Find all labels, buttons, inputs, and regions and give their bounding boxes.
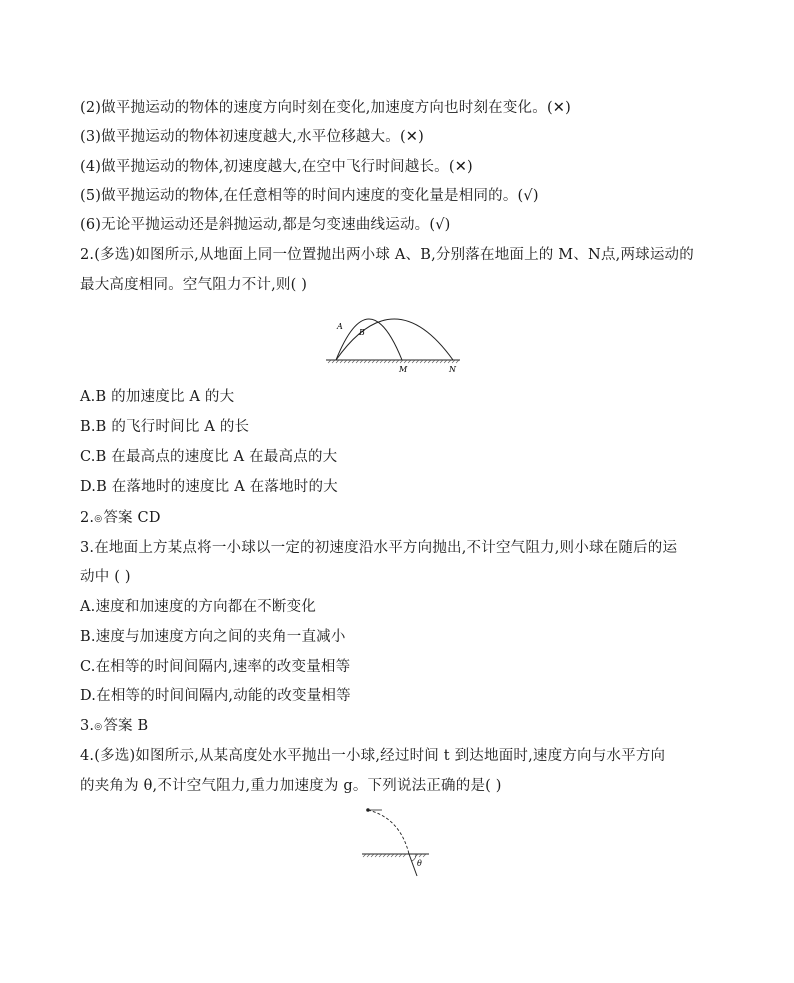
answer-bullet-icon: ◎ [94, 514, 103, 524]
question-2-stem-line-1: 2.(多选)如图所示,从地面上同一位置抛出两小球 A、B,分别落在地面上的 M、N点,两球运动的 [80, 247, 694, 263]
question-3-option-d: D.在相等的时间间隔内,动能的改变量相等 [80, 688, 351, 704]
question-2-option-b: B.B 的飞行时间比 A 的长 [80, 419, 250, 435]
answer-text: 答案 CD [103, 510, 161, 526]
question-3-stem-line-2: 动中 ( ) [80, 569, 131, 585]
statement-3: (3)做平抛运动的物体初速度越大,水平位移越大。(✕) [80, 129, 425, 145]
trajectory-b [336, 319, 453, 360]
horizontal-throw-diagram [355, 804, 440, 882]
answer-number: 3. [80, 718, 95, 734]
answer-number: 2. [80, 510, 95, 526]
label-n: N [449, 365, 456, 374]
question-2-option-d: D.B 在落地时的速度比 A 在落地时的大 [80, 479, 338, 495]
question-3-answer [80, 716, 148, 737]
question-2-stem-line-2: 最大高度相同。空气阻力不计,则( ) [80, 277, 308, 293]
statement-5: (5)做平抛运动的物体,在任意相等的时间内速度的变化量是相同的。(√) [80, 188, 539, 204]
question-3-option-a: A.速度和加速度的方向都在不断变化 [80, 599, 316, 615]
question-2-option-a: A.B 的加速度比 A 的大 [80, 389, 235, 405]
label-a: A [337, 322, 343, 331]
statement-2: (2)做平抛运动的物体的速度方向时刻在变化,加速度方向也时刻在变化。(✕) [80, 100, 572, 116]
trajectory-a [336, 319, 402, 360]
label-b: B [359, 328, 365, 337]
label-theta: θ [417, 859, 422, 868]
answer-bullet-icon: ◎ [94, 722, 103, 732]
question-4-stem-line-1: 4.(多选)如图所示,从某高度处水平抛出一小球,经过时间 t 到达地面时,速度方向与水平方向 [80, 748, 666, 764]
angle-arc [412, 854, 416, 861]
question-4-stem-line-2: 的夹角为 θ,不计空气阻力,重力加速度为 g。下列说法正确的是( ) [80, 778, 502, 794]
trajectory-dashed [368, 810, 409, 854]
question-3-option-b: B.速度与加速度方向之间的夹角一直减小 [80, 629, 346, 645]
question-2-option-c: C.B 在最高点的速度比 A 在最高点的大 [80, 449, 338, 465]
question-4-figure [355, 804, 440, 882]
statement-6: (6)无论平抛运动还是斜抛运动,都是匀变速曲线运动。(√) [80, 217, 451, 233]
question-2-figure [320, 305, 470, 377]
question-2-answer [80, 508, 161, 529]
projectile-arcs-diagram [320, 305, 470, 377]
answer-text: 答案 B [103, 718, 149, 734]
question-3-stem-line-1: 3.在地面上方某点将一小球以一定的初速度沿水平方向抛出,不计空气阻力,则小球在随后的运 [80, 540, 678, 556]
statement-4: (4)做平抛运动的物体,初速度越大,在空中飞行时间越长。(✕) [80, 159, 473, 175]
question-3-option-c: C.在相等的时间间隔内,速率的改变量相等 [80, 659, 351, 675]
label-m: M [399, 365, 408, 374]
